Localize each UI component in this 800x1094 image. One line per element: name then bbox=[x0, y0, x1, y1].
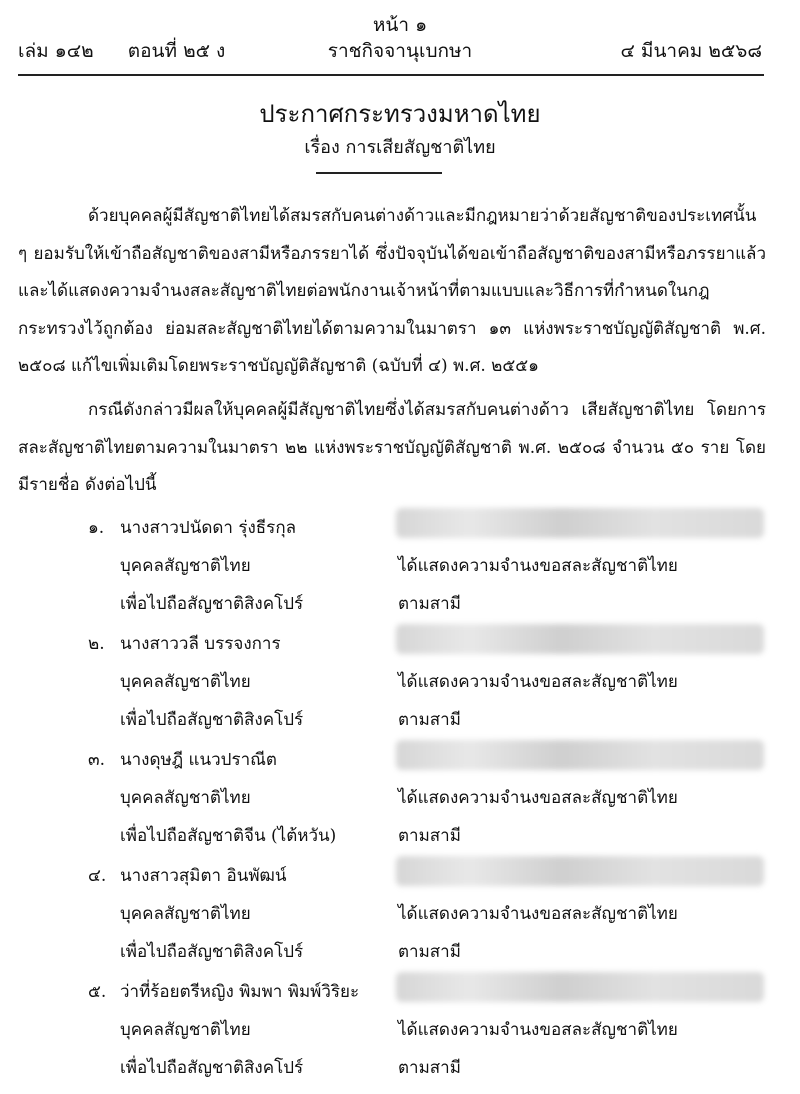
entry-name-line bbox=[88, 630, 281, 657]
entry-declaration: ได้แสดงความจำนงขอสละสัญชาติไทย bbox=[398, 788, 678, 808]
entry-status: บุคคลสัญชาติไทย bbox=[120, 556, 251, 576]
paragraph-1-text: ด้วยบุคคลผู้มีสัญชาติไทยได้สมรสกับคนต่างด้าวและมีกฎหมายว่าด้วยสัญชาติของประเทศนั้น ๆ ยอมรับให้เข้าถือสัญชาติของสามีหรือภรรยาได้ ซึ่งปัจจุบันได้ขอเข้าถือสัญชาติของสามีหรือภรรยาแล้ว และได้แสดงความจำนงสละสัญชาติไทยต่อพนักงานเจ้าหน้าที่ตามแบบและวิธีการที่กำหนดในกฎกระทรวงไว้ถูกต้อง ย่อมสละสัญชาติไทยได้ตามความในมาตรา ๑๓ แห่งพระราชบัญญัติสัญชาติ พ.ศ. ๒๕๐๘ แก้ไขเพิ่มเติมโดยพระราชบัญญัติสัญชาติ (ฉบับที่ ๔) พ.ศ. ๒๕๕๑ bbox=[18, 206, 766, 376]
entry-reason: ตามสามี bbox=[398, 594, 461, 614]
person-entry bbox=[0, 514, 800, 630]
entry-name-line bbox=[88, 746, 277, 773]
person-entry bbox=[0, 862, 800, 978]
paragraph-1 bbox=[18, 198, 766, 386]
entry-reason: ตามสามี bbox=[398, 710, 461, 730]
person-entry bbox=[0, 978, 800, 1094]
entry-reason: ตามสามี bbox=[398, 1058, 461, 1078]
redacted-block bbox=[396, 740, 764, 770]
announcement-title: ประกาศกระทรวงมหาดไทย bbox=[259, 100, 541, 128]
entry-status: บุคคลสัญชาติไทย bbox=[120, 1020, 251, 1040]
entry-purpose: เพื่อไปถือสัญชาติสิงคโปร์ bbox=[120, 710, 304, 730]
entry-number: ๔. bbox=[88, 866, 107, 886]
entry-status: บุคคลสัญชาติไทย bbox=[120, 672, 251, 692]
entry-number: ๑. bbox=[88, 518, 105, 538]
paragraph-2-text: กรณีดังกล่าวมีผลให้บุคคลผู้มีสัญชาติไทยซึ่งได้สมรสกับคนต่างด้าว เสียสัญชาติไทย โดยการสละสัญชาติไทยตามความในมาตรา ๒๒ แห่งพระราชบัญญัติสัญชาติ พ.ศ. ๒๕๐๘ จำนวน ๕๐ ราย โดยมีรายชื่อ ดังต่อไปนี้ bbox=[18, 400, 766, 495]
redacted-block bbox=[396, 624, 764, 654]
entry-declaration: ได้แสดงความจำนงขอสละสัญชาติไทย bbox=[398, 1020, 678, 1040]
entry-name: ว่าที่ร้อยตรีหญิง พิมพา พิมพ์วิริยะ bbox=[120, 982, 360, 1002]
entry-status: บุคคลสัญชาติไทย bbox=[120, 788, 251, 808]
entry-declaration: ได้แสดงความจำนงขอสละสัญชาติไทย bbox=[398, 672, 678, 692]
entry-purpose: เพื่อไปถือสัญชาติสิงคโปร์ bbox=[120, 1058, 304, 1078]
entry-status: บุคคลสัญชาติไทย bbox=[120, 904, 251, 924]
header-rule bbox=[18, 74, 764, 76]
entry-name: นางสาวปนัดดา รุ่งธีรกุล bbox=[120, 518, 297, 538]
entry-reason: ตามสามี bbox=[398, 942, 461, 962]
publication-name: ราชกิจจานุเบกษา bbox=[327, 40, 473, 62]
person-entry bbox=[0, 630, 800, 746]
entry-reason: ตามสามี bbox=[398, 826, 461, 846]
section-label: ตอนที่ ๒๕ ง bbox=[127, 40, 226, 62]
entry-number: ๓. bbox=[88, 750, 106, 770]
announcement-subject: เรื่อง การเสียสัญชาติไทย bbox=[304, 137, 496, 158]
title-underline bbox=[316, 172, 442, 174]
redacted-block bbox=[396, 508, 764, 538]
entry-declaration: ได้แสดงความจำนงขอสละสัญชาติไทย bbox=[398, 556, 678, 576]
entry-number: ๕. bbox=[88, 982, 107, 1002]
entry-number: ๒. bbox=[88, 634, 105, 654]
entry-purpose: เพื่อไปถือสัญชาติจีน (ไต้หวัน) bbox=[120, 826, 337, 846]
paragraph-2 bbox=[18, 392, 766, 505]
entry-name: นางสาวสุมิตา อินพัฒน์ bbox=[120, 866, 287, 886]
entry-purpose: เพื่อไปถือสัญชาติสิงคโปร์ bbox=[120, 594, 304, 614]
redacted-block bbox=[396, 856, 764, 886]
entry-name-line bbox=[88, 514, 296, 541]
entry-declaration: ได้แสดงความจำนงขอสละสัญชาติไทย bbox=[398, 904, 678, 924]
publication-date: ๔ มีนาคม ๒๕๖๘ bbox=[620, 40, 762, 62]
entry-name: นางดุษฎี แนวปราณีต bbox=[120, 750, 277, 770]
entry-name-line bbox=[88, 862, 287, 889]
entry-purpose: เพื่อไปถือสัญชาติสิงคโปร์ bbox=[120, 942, 304, 962]
entry-name-line bbox=[88, 978, 359, 1005]
volume-label: เล่ม ๑๔๒ bbox=[18, 40, 94, 62]
page-number: หน้า ๑ bbox=[372, 14, 428, 36]
entry-name: นางสาววลี บรรจงการ bbox=[120, 634, 281, 654]
redacted-block bbox=[396, 972, 764, 1002]
person-entry bbox=[0, 746, 800, 862]
